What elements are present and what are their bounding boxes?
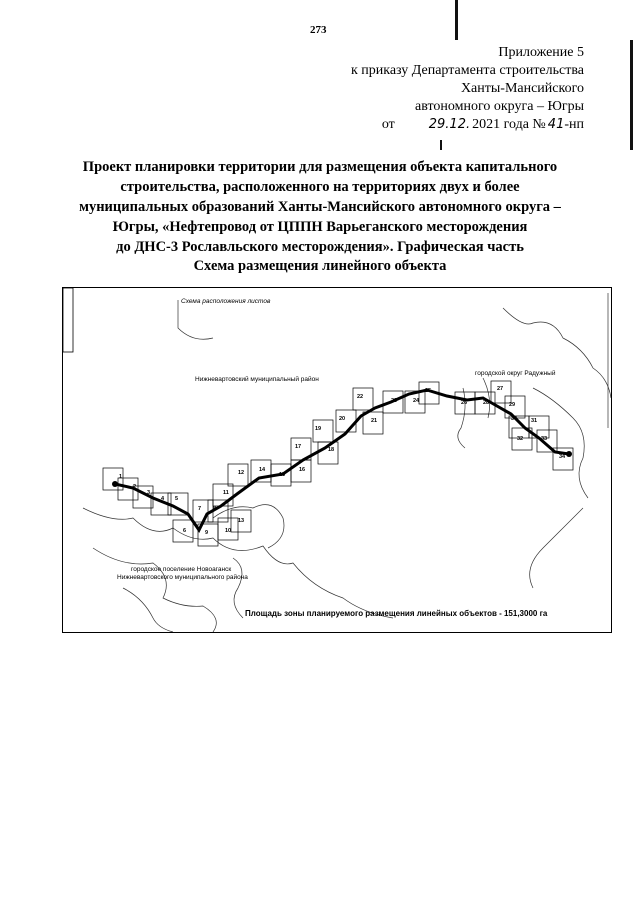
sheet-number-label: 21: [371, 418, 378, 424]
sheet-number-label: 17: [295, 444, 302, 450]
area-caption: Площадь зоны планируемого размещения линейных объектов - 151,3000 га: [245, 609, 548, 618]
district-label: Нижневартовский муниципальный район: [195, 376, 319, 383]
appendix-line: к приказу Департамента строительства: [350, 63, 584, 78]
route-map: [62, 287, 612, 633]
sheet-number-label: 14: [259, 467, 266, 473]
sheet-number-label: 31: [531, 418, 538, 424]
title-line: строительства, расположенного на территориях двух и более: [120, 179, 520, 195]
sheet-number-label: 18: [328, 447, 335, 453]
sheet-number-label: 11: [223, 490, 229, 496]
settlement-label: городское поселение Новоаганск: [131, 566, 232, 573]
sheet-number-label: 23: [391, 398, 398, 404]
sheet-number-label: 2: [133, 484, 137, 490]
number-suffix: -нп: [564, 117, 584, 132]
sheet-number-label: 15: [279, 472, 286, 478]
scheme-subtitle: Схема размещения линейного объекта: [193, 258, 447, 274]
scan-mark-line: [630, 40, 633, 150]
map-inset-box: [63, 288, 73, 352]
sheet-number-label: 16: [299, 467, 306, 473]
sheet-number-label: 5: [175, 496, 179, 502]
scan-mark-line: [455, 0, 458, 40]
route-end-point: [566, 451, 572, 457]
handwritten-date: 29.12.: [428, 117, 471, 132]
title-line: до ДНС-3 Рославльского месторождения». Графическая часть: [116, 239, 524, 255]
sheet-number-label: 9: [205, 530, 209, 536]
sheet-number-label: 19: [315, 426, 322, 432]
legend-title: Схема расположения листов: [181, 298, 271, 305]
sheet-number-label: 7: [198, 506, 202, 512]
sheet-number-label: 10: [225, 528, 232, 534]
appendix-line: Ханты-Мансийского: [460, 81, 584, 96]
sheet-number-label: 30: [511, 416, 518, 422]
settlement-district-label: Нижневартовского муниципального района: [117, 574, 248, 581]
sheet-number-label: 6: [183, 528, 187, 534]
order-date-line: [264, 116, 584, 134]
title-line: Проект планировки территории для размещения объекта капитального: [82, 159, 558, 175]
sheet-number-label: 25: [425, 388, 432, 394]
pipeline-route: [115, 390, 569, 530]
appendix-block: [264, 44, 584, 134]
sheet-number-label: 27: [497, 386, 504, 392]
sheet-number-label: 24: [413, 398, 420, 404]
document-title: [50, 157, 590, 257]
sheet-number-label: 3: [147, 490, 151, 496]
terrain-lines: [83, 293, 611, 632]
sheet-number-label: 12: [238, 470, 245, 476]
sheet-number-label: 20: [339, 416, 346, 422]
title-line: муниципальных образований Ханты-Мансийского автономного округа –: [79, 199, 561, 215]
route-start-point: [112, 481, 118, 487]
sheet-grid: [103, 381, 573, 546]
sheet-number-label: 22: [357, 394, 364, 400]
city-label: городской округ Радужный: [475, 370, 556, 377]
sheet-number-label: 26: [461, 400, 468, 406]
handwritten-number: 41: [547, 117, 565, 132]
sheet-number-label: 32: [517, 436, 524, 442]
date-prefix: от: [381, 117, 395, 132]
sheet-number-label: 1: [119, 474, 123, 480]
date-year: 2021 года №: [472, 117, 546, 132]
sheet-number-label: 28: [483, 400, 490, 406]
sheet-number-label: 4: [161, 496, 165, 502]
sheet-number-label: 13: [238, 518, 245, 524]
sheet-number-label: 34: [559, 454, 566, 460]
appendix-line: автономного округа – Югры: [415, 99, 584, 114]
sheet-number-label: 8: [213, 506, 217, 512]
appendix-line: Приложение 5: [498, 45, 584, 60]
scan-mark-line: [440, 140, 442, 150]
title-line: Югры, «Нефтепровод от ЦППН Варьеганского месторождения: [112, 219, 528, 235]
sheet-number-label: 33: [541, 436, 548, 442]
page-number: 273: [310, 24, 327, 36]
sheet-number-label: 29: [509, 402, 516, 408]
